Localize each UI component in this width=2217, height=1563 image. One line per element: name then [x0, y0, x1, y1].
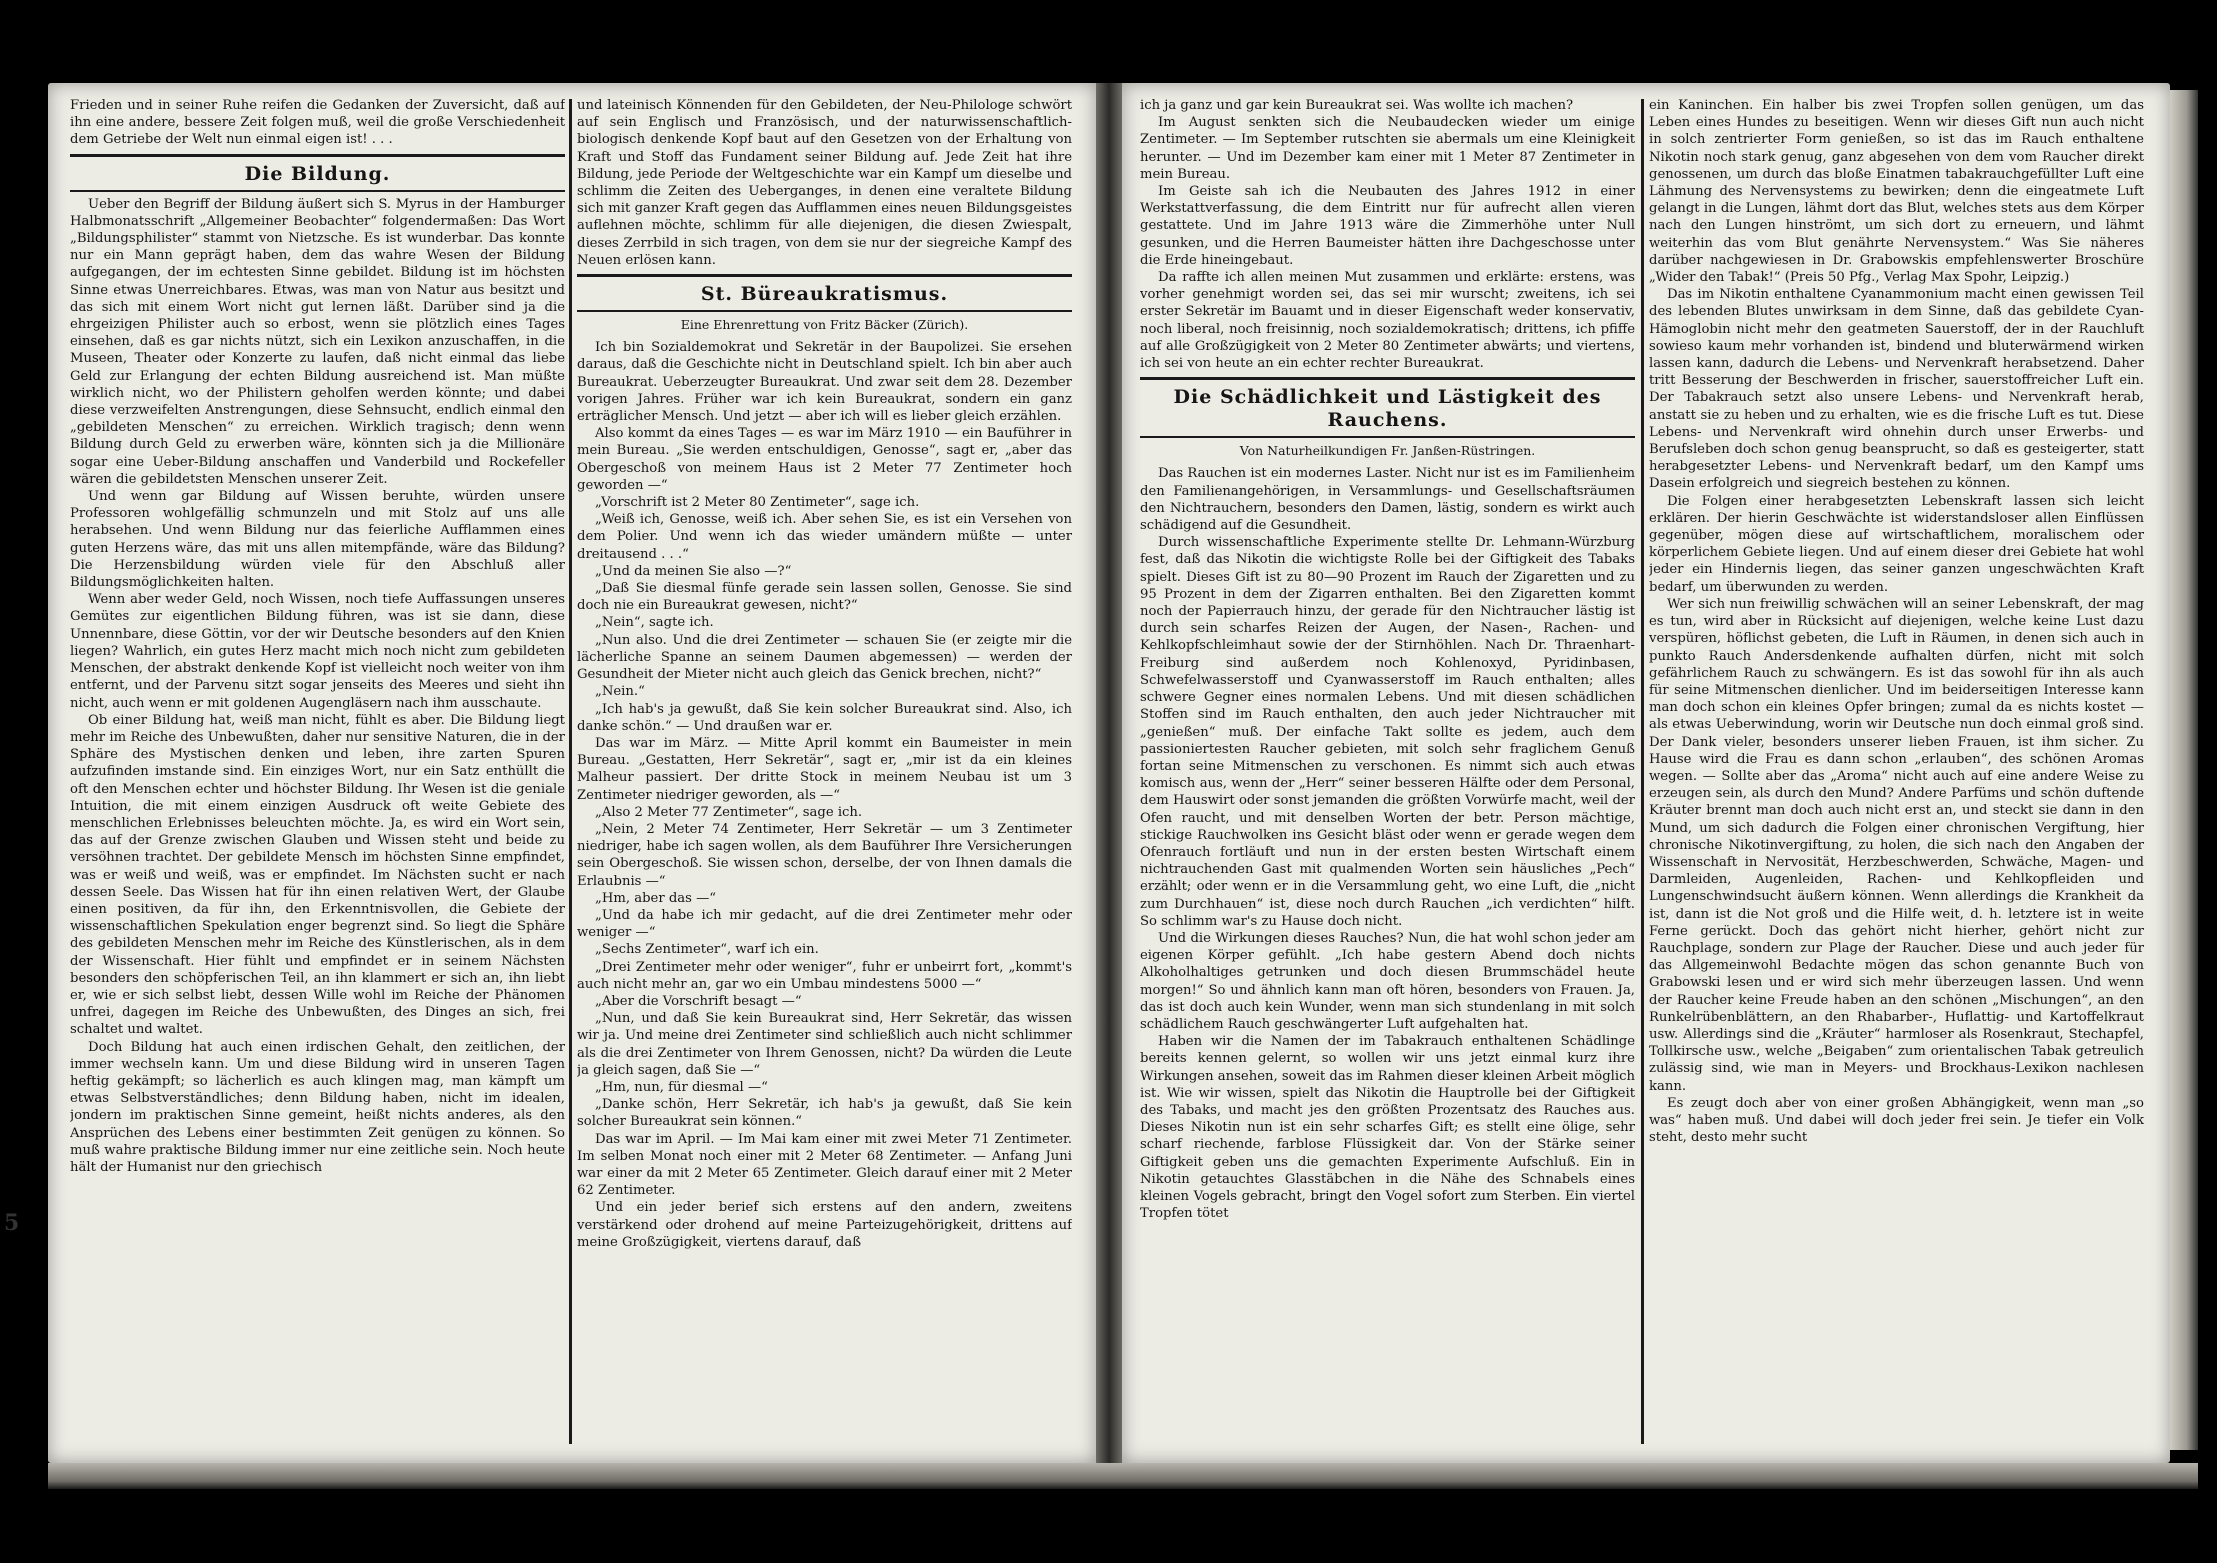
- divider: [70, 154, 565, 157]
- paragraph: Das war im April. — Im Mai kam einer mit zwei Meter 71 Zentimeter. Im selben Monat noch einer mit 2 Meter 68 Zentimeter. — Anfang Juni war einer da mit 2 Meter 65 Zentimeter. Gleich darauf einer mit 2 Meter 62 Zentimeter.: [577, 1131, 1072, 1199]
- divider: [1140, 377, 1635, 380]
- article-byline: Eine Ehrenrettung von Fritz Bäcker (Zürich).: [680, 317, 969, 333]
- paragraph: „Nein, 2 Meter 74 Zentimeter, Herr Sekretär — um 3 Zentimeter niedriger, habe ich sagen wollen, als dem Bauführer Ihre Versicherungen sein Obergeschoß. Sie wissen schon, derselbe, der von Ihnen damals die Erlaubnis —“: [577, 821, 1072, 889]
- paragraph: „Nun, und daß Sie kein Bureaukrat sind, Herr Sekretär, das wissen wir ja. Und meine drei Zentimeter sind schließlich auch nicht schlimmer als die drei Zentimeter von Ihrem Genossen, nicht? Da würden die Leute ja gleich sagen, daß Sie —“: [577, 1011, 1072, 1078]
- paragraph: „Drei Zentimeter mehr oder weniger“, fuhr er unbeirrt fort, „kommt's auch nicht mehr an, gar wo ein Umbau mindestens 5000 —“: [577, 959, 1072, 992]
- paragraph: Durch wissenschaftliche Experimente stellte Dr. Lehmann-Würzburg fest, daß das Nikotin die wichtigste Rolle bei der Giftigkeit des Tabaks spielt. Dieses Gift ist zu 80—90 Prozent im Rauch der Zigaretten und zu 95 Prozent in dem der Zigarren enthalten. Bei den Zigaretten kommt noch der Papierrauch hinzu, der gerade für den Nichtraucher lästig ist durch sein scharfes Reizen der Augen, der Nasen-, Rachen- und Kehlkopfschleimhaut sowie der der Stirnhöhlen. Nach Dr. Thraenhart-Freiburg sind außerdem noch Kohlenoxyd, Pyridinbasen, Schwefelwasserstoff und Cyanwasserstoff im Rauch enthalten; alles schwere Gegner eines normalen Lebens. Und mit diesen schädlichen Stoffen sind im Rauch enthalten, den auch jeder Nichtraucher mit „genießen“ muß. Der einfache Takt sollte es jedem, auch dem passioniertesten Raucher gebieten, mit solch sehr fraglichem Genuß fortan seine Mitmenschen zu verschonen. Es nimmt sich auch etwas komisch aus, wenn der „Herr“ seiner besseren Hälfte oder dem Personal, dem Hauswirt oder sonst jemanden die größten Vorwürfe macht, weil der Ofen raucht, und mit denselben Worten der betr. Person mächtige, stickige Rauchwolken ins Gesicht bläst oder wenn er gerade wegen dem Ofenrauch fortläuft und nun in der ersten besten Wirtschaft einem nichtrauchenden Gast mit qualmenden Worten sein häusliches „Pech“ erzählt; oder wenn er in die Versammlung geht, wo eine Luft, die „nicht zum Durchhauen“ ist, diese noch durch Rauchen „ich verdichten“ hilft. So schlimm war's zu Hause doch nicht.: [1140, 535, 1635, 929]
- page-edge: [2170, 90, 2198, 1450]
- left-page: [48, 83, 1096, 1463]
- margin-mark: 5: [4, 1210, 20, 1236]
- paragraph: Im August senkten sich die Neubaudecken wieder um einige Zentimeter. — Im September rutschten sie abermals um eine Kleinigkeit herunter. — Und im Dezember kam einer mit 1 Meter 87 Zentimeter in mein Bureau.: [1140, 115, 1635, 182]
- column1-intro: Frieden und in seiner Ruhe reifen die Gedanken der Zuversicht, daß auf ihn eine andere, bessere Zeit folgen muß, weil die große Verschiedenheit dem Getriebe der Welt nun einmal eigen ist! . . .: [70, 98, 565, 148]
- paragraph: Doch Bildung hat auch einen irdischen Gehalt, den zeitlichen, der immer wechseln kann. Um und diese Bildung wird in unseren Tagen heftig gekämpft; so lächerlich es auch klingen mag, man kämpft um etwas Selbstverständliches; denn Bildung haben, nicht im idealen, jondern im praktischen Sinne gemeint, heißt nichts anderes, als den Ansprüchen des Lebens einer bestimmten Zeit genügen zu können. So muß wahre praktische Bildung immer nur eine zeitliche sein. Noch heute hält der Humanist nur den griechisch: [70, 1039, 565, 1175]
- paragraph: Und wenn gar Bildung auf Wissen beruhte, würden unsere Professoren wohlgefällig schmunzeln und mit Stolz auf uns alle herabsehen. Und wenn Bildung nur das feierliche Aufflammen eines guten Herzens wäre, das mit uns allen mitempfände, wäre das Bildung? Die Herzensbildung würden viele für den Abschluß aller Bildungsmöglichkeiten halten.: [70, 489, 565, 591]
- right-page: [1122, 83, 2170, 1463]
- divider: [1140, 436, 1635, 438]
- paragraph: Und die Wirkungen dieses Rauches? Nun, die hat wohl schon jeder am eigenen Körper gefühlt. „Ich habe gestern Abend doch nichts Alkoholhaltiges getrunken und doch diesen Brummschädel heute morgen!“ So und ähnlich kann man oft hören, besonders von Frauen. Ja, das ist doch auch kein Wunder, wenn man sich stundenlang in mit solch schädlichem Rauch geschwängerter Luft aufgehalten hat.: [1140, 930, 1635, 1032]
- paragraph: „Nun also. Und die drei Zentimeter — schauen Sie (er zeigte mir die lächerliche Spanne an seinem Daumen abgemessen) — werden der Gesundheit der Mieter nicht auch gleich das Genick brechen, nicht?“: [577, 632, 1072, 683]
- paragraph: „Weiß ich, Genosse, weiß ich. Aber sehen Sie, es ist ein Versehen von dem Polier. Und wenn ich das wieder umändern müßte — unter dreitausend . . .“: [577, 512, 1072, 562]
- paragraph: Und ein jeder berief sich erstens auf den andern, zweitens verstärkend oder drohend auf meine Parteizugehörigkeit, drittens auf meine Großzügigkeit, viertens darauf, daß: [577, 1200, 1072, 1250]
- article-heading-rauchen: Die Schädlichkeit und Lästigkeit des Rauchens.: [1173, 386, 1602, 432]
- paragraph: Das war im März. — Mitte April kommt ein Baumeister in mein Bureau. „Gestatten, Herr Sekretär“, sagt er, „mir ist da ein kleines Malheur passiert. Der dritte Stock in meinem Neubau ist um 3 Zentimeter niedriger geworden, als —“: [577, 735, 1072, 803]
- column-4: [1649, 97, 2144, 1447]
- paragraph: Wer sich nun freiwillig schwächen will an seiner Lebenskraft, der mag es tun, wird aber in Rücksicht auf diejenigen, welche keine Lust dazu verspüren, höflichst gebeten, die Luft in Räumen, in denen sich auch in punkto Rauch Andersdenkende aufhalten dürfen, nicht mit solch gefährlichem Rauch zu schwängern. Es ist das sowohl für ihn als auch für seine Mitmenschen dienlicher. Und im beiderseitigen Interesse kann man doch schon ein kleines Opfer bringen; zumal da es nichts kostet — als etwas Ueberwindung, worin wir Deutsche nun doch einmal groß sind. Der Dank vieler, besonders unserer lieben Frauen, ist ihm sicher. Zu Hause wird die Frau es dann schon „erlauben“, des schönen Aromas wegen. — Sollte aber das „Aroma“ nicht auch auf eine andere Weise zu erzeugen sein, als durch den Mund? Andere Parfüms und schön duftende Kräuter brennt man doch auch nicht erst an, und steckt sie dann in den Mund, um sich dadurch die Folgen einer chronischen Vergiftung, hier chronische Nikotinvergiftung, zu holen, die sich nach den Angaben der Wissenschaft in Nervosität, Herzbeschwerden, Schwäche, Magen- und Darmleiden, Augenleiden, Rachen- und Kehlkopfleiden und Lungenschwindsucht äußern können. Wenn allerdings die Krankheit da ist, dann ist die Not groß und die Hilfe weit, d. h. letztere ist in weite Ferne gerückt. Doch das gehört nicht hierher, gehört nicht zur Rauchplage, sondern zur Plage der Raucher. Diese und auch jeder für das Allgemeinwohl Bedachte mögen das schon genannte Buch von Grabowski lesen und er wird sich mehr überzeugen lassen. Und wenn der Raucher keine Freude haben an den schönen „Mischungen“, an den Runkelrübenblättern, an den Rhabarber-, Huflattig- und Kartoffelkraut usw. Allerdings sind die „Kräuter“ harmloser als Rosenkraut, Stechapfel, Tollkirsche usw., welche „Beigaben“ zum orientalischen Tabak getreulich zulässig sind, wie man in Meyers- und Brockhaus-Lexikon nachlesen kann.: [1649, 596, 2144, 1094]
- paragraph: „Nein“, sagte ich.: [595, 615, 714, 631]
- paragraph: Das im Nikotin enthaltene Cyanammonium macht einen gewissen Teil des lebenden Blutes unwirksam in dem Sinne, daß das gebildete Cyan-Hämoglobin nicht mehr den geatmeten Sauerstoff, der in der Rauchluft sowieso kaum mehr vorhanden ist, bindend und bluterwärmend wirken lassen kann, dadurch die Lebens- und Nervenkraft herabsetzend. Daher tritt Besserung der Beschwerden in frischer, sauerstoffreicher Luft ein. Der Tabakrauch setzt also unsere Lebens- und Nervenkraft herab, anstatt sie zu heben und zu erhalten, wie es die frische Luft es tut. Diese Lebens- und Nervenkraft wird ohnehin durch unser Erwerbs- und Berufsleben doch schon genug beansprucht, so daß es gesteigerter, statt herabgesetzter Lebens- und Nervenkraft bedarf, um den Kampf ums Dasein erfolgreich und siegreich bestehen zu können.: [1649, 287, 2144, 492]
- paragraph: Die Folgen einer herabgesetzten Lebenskraft lassen sich leicht erklären. Der hierin Geschwächte ist widerstandsloser allen Einflüssen gegenüber, mögen diese auf wirtschaftlichem, moralischem oder körperlichem Gebiete liegen. Und auf einem dieser drei Gebiete hat wohl jeder ein Hindernis liegen, das seiner ganzen ungeschwächten Kraft bedarf, um überwunden zu werden.: [1649, 493, 2144, 595]
- paragraph: Da raffte ich allen meinen Mut zusammen und erklärte: erstens, was vorher genehmigt worden sei, das sei mir wurscht; zweitens, ich sei erster Sekretär im Bauamt und in dieser Eigenschaft weder konservativ, noch liberal, noch freisinnig, noch sozialdemokratisch; drittens, ich pfiffe auf alle Großzügigkeit von 2 Meter 80 Zentimeter abwärts; und viertens, ich sei von heute an ein echter rechter Bureaukrat.: [1140, 270, 1635, 372]
- paragraph: Das Rauchen ist ein modernes Laster. Nicht nur ist es im Familienheim den Familienangehörigen, in Versammlungs- und Gesellschaftsräumen den Nichtrauchern, besonders den Damen, lästig, sondern es wirkt auch schädigend auf die Gesundheit.: [1140, 466, 1635, 534]
- paragraph: Im Geiste sah ich die Neubauten des Jahres 1912 in einer Werkstattverfassung, die dem Eintritt nur für aufrecht allen vieren gestattete. Und im Jahre 1913 wäre die Zimmerhöhe unter Null gesunken, und die Herren Baumeister hätten ihre Dachgeschosse unter die Erde hineingebaut.: [1140, 184, 1635, 268]
- paragraph: „Daß Sie diesmal fünfe gerade sein lassen sollen, Genosse. Sie sind doch nie ein Bureaukrat gewesen, nicht?“: [577, 581, 1072, 614]
- article-byline: Von Naturheilkundigen Fr. Janßen-Rüstringen.: [1239, 443, 1536, 459]
- column-3: [1140, 97, 1635, 1447]
- paragraph: „Danke schön, Herr Sekretär, ich hab's ja gewußt, daß Sie kein solcher Bureaukrat sein können.“: [577, 1097, 1072, 1130]
- paragraph: Wenn aber weder Geld, noch Wissen, noch tiefe Auffassungen unseres Gemütes zur eigentlichen Bildung führen, was ist sie dann, diese Unnennbare, diese Göttin, vor der wir Deutsche besonders auf den Knien liegen? Wahrlich, ein gutes Herz macht mich noch nicht zum gebildeten Menschen, der abstrakt denkende Kopf ist vielleicht noch weiter von ihm entfernt, und der Parvenu sitzt sogar jenseits des Meeres und sieht ihn nicht, auch wenn er mit goldenen Augengläsern nach ihm ausschaute.: [70, 592, 565, 711]
- paragraph: „Und da meinen Sie also —?“: [595, 563, 792, 579]
- column-rule: [569, 99, 572, 1444]
- paragraph: „Nein.“: [595, 684, 645, 700]
- paragraph: Ueber den Begriff der Bildung äußert sich S. Myrus in der Hamburger Halbmonatsschrift „Allgemeiner Beobachter“ folgendermaßen: Das Wort „Bildungsphilister“ stammt von Nietzsche. Es ist wunderbar. Das konnte nur ein Mann geprägt haben, dem das wahre Wesen der Bildung aufgegangen, der im echtesten Sinne gebildet. Bildung ist im höchsten Sinne etwas Unerreichbares. Etwas, was man von Natur aus besitzt und das sich mit einem Wort nicht gut lernen läßt. Darüber sind ja die ehrgeizigen Philister auch so erbost, wenn sie plötzlich eines Tages einsehen, daß es gar nichts nützt, sich ein Lexikon anzuschaffen, in die Museen, Theater oder Konzerte zu laufen, daß nicht einmal das liebe Geld zur Erlangung der echten Bildung ausreichend ist. Man müßte wirklich nicht, wo der Philistern geholfen werden könnte; und dabei diese verzweifelten Anstrengungen, diese Sehnsucht, endlich einmal den „gebildeten Menschen“ zu erreichen. Wirklich tragisch; denn wenn Bildung durch Geld zu erwerben wäre, könnten sich ja die Millionäre sogar eine Ueber-Bildung anschaffen und Vanderbild und Rockefeller wären die gebildetsten Menschen unserer Zeit.: [70, 196, 565, 487]
- divider: [577, 310, 1072, 312]
- paragraph: Es zeugt doch aber von einer großen Abhängigkeit, wenn man „so was“ haben muß. Und dabei will doch jeder frei sein. Je tiefer ein Volk steht, desto mehr sucht: [1649, 1095, 2144, 1146]
- paragraph: Ich bin Sozialdemokrat und Sekretär in der Baupolizei. Sie ersehen daraus, daß die Geschichte nicht in Deutschland spielt. Ich bin aber auch Bureaukrat. Ueberzeugter Bureaukrat. Und zwar seit dem 28. Dezember vorigen Jahres. Früher war ich kein Bureaukrat, sondern ein ganz erträglicher Mensch. Und jetzt — aber ich will es lieber gleich erzählen.: [577, 340, 1072, 425]
- divider: [577, 274, 1072, 277]
- divider: [70, 190, 565, 192]
- column-1: [70, 97, 565, 1447]
- column-rule: [1641, 99, 1644, 1444]
- book-gutter: [1096, 83, 1122, 1463]
- paragraph: „Sechs Zentimeter“, warf ich ein.: [595, 942, 819, 958]
- column3-intro: ich ja ganz und gar kein Bureaukrat sei. Was wollte ich machen?: [1140, 98, 1574, 113]
- paragraph: ein Kaninchen. Ein halber bis zwei Tropfen sollen genügen, um das Leben eines Hundes zu beseitigen. Wenn wir dieses Gift nun auch nicht in solch zentrierter Form genießen, so ist das im Rauch enthaltene Nikotin noch stark genug, ganz abgesehen von dem vom Raucher direkt genossenen, um durch das bloße Einatmen tabakrauchgefüllter Luft eine Lähmung des Nervensystems zu bewirken; denn die eingeatmete Luft gelangt in die Lungen, lähmt dort das Blut, welches stets aus dem Körper nach den Lungen hinströmt, um sich dort zu erneuern, und lähmt weiterhin das vom Blut genährte Nervensystem.“ Was Sie näheres darüber nachgewiesen in Dr. Grabowskis empfehlenswerter Broschüre „Wider den Tabak!“ (Preis 50 Pfg., Verlag Max Spohr, Leipzig.): [1649, 98, 2144, 286]
- paragraph: Also kommt da eines Tages — es war im März 1910 — ein Bauführer in mein Bureau. „Sie werden entschuldigen, Genosse“, sagt er, „aber das Obergeschoß von meinem Haus ist 2 Meter 77 Zentimeter hoch geworden —“: [577, 426, 1072, 493]
- paragraph: „Hm, aber das —“: [595, 890, 717, 906]
- paragraph: „Hm, nun, für diesmal —“: [595, 1079, 768, 1095]
- paragraph: Haben wir die Namen der im Tabakrauch enthaltenen Schädlinge bereits kennen gelernt, so wollen wir uns jetzt einmal kurz ihre Wirkungen ansehen, soweit das im Rahmen dieser kleinen Arbeit möglich ist. Wie wir wissen, spielt das Nikotin die Hauptrolle bei der Giftigkeit des Tabaks, und macht jes den größten Prozentsatz des Rauches aus. Dieses Nikotin nun ist ein sehr scharfes Gift; es stellt eine ölige, sehr scharf riechende, farblose Flüssigkeit dar. Von der Stärke seiner Giftigkeit geben uns die gemachten Experimente Aufschluß. Ein in Nikotin getauchtes Glasstäbchen in die Nähe des Schnabels eines kleinen Vogels gebracht, bringt den Vogel sofort zum Sterben. Ein viertel Tropfen tötet: [1140, 1034, 1635, 1222]
- article-heading-bildung: Die Bildung.: [244, 162, 391, 185]
- paragraph: „Aber die Vorschrift besagt —“: [595, 993, 802, 1009]
- column-2: [577, 97, 1072, 1447]
- article-heading-bureaukratismus: St. Büreaukratismus.: [700, 283, 949, 306]
- paragraph: Ob einer Bildung hat, weiß man nicht, fühlt es aber. Die Bildung liegt mehr im Reiche des Unbewußten, daher nur sensitive Naturen, die in der Sphäre des Mystischen denken und leben, ihre zarten Spuren aufzufinden imstande sind. Ein einziges Wort, nur ein Satz enthüllt die oft den Menschen echter und höchster Bildung. Ihr Wesen ist die geniale Intuition, die mit einem einzigen Ausdruck oft weite Gebiete des menschlichen Erlebnisses beleuchten möchte. Ja, es wird ein Wort sein, das auf der Grenze zwischen Glauben und Wissen steht und beide zu versöhnen trachtet. Der gebildete Mensch im höchsten Sinne empfindet, was er weiß und weiß, was er empfindet. Im Nächsten sucht er nach dessen Seele. Das Wissen hat für ihn einen relativen Wert, der Glaube einen positiven, da für ihn, den Erkenntnisvollen, die Gebiete der wissenschaftlichen Spekulation enger begrenzt sind. So liegt die Sphäre des gebildeten Menschen mehr im Reiche des Künstlerischen, als in dem der Wissenschaft. Hier fühlt und empfindet er in seinem Nächsten besonders den schöpferischen Teil, an ihn klammert er sich an, ihn liebt er, wie er sich selbst liebt, dessen Wille wohl im Reiche der Phänomen unfrei, dagegen im Reiche des Unbewußten, des Dinges an sich, frei schaltet und waltet.: [70, 712, 565, 1038]
- column2-intro: und lateinisch Könnenden für den Gebildeten, der Neu-Philologe schwört auf sein Englisch und Französisch, und der naturwissenschaftlich-biologisch denkende Kopf baut auf den Gesetzen von der Erhaltung von Kraft und Stoff das Fundament seiner Bildung auf. Jede Zeit hat ihre Bildung, jede Periode der Weltgeschichte war ein Kampf um dieselbe und schlimm die Zeiten des Ueberganges, in denen eine veraltete Bildung sich mit ganzer Kraft gegen das Aufflammen eines neuen Bildungsgeistes auflehnen möchte, schlimm für alle diejenigen, die diesen Zwiespalt, dieses Zerrbild in sich tragen, von dem sie nur der siegreiche Kampf des Neuen erlösen kann.: [577, 98, 1072, 268]
- paragraph: „Und da habe ich mir gedacht, auf die drei Zentimeter mehr oder weniger —“: [577, 907, 1072, 941]
- paragraph: „Vorschrift ist 2 Meter 80 Zentimeter“, sage ich.: [595, 495, 920, 511]
- paragraph: „Also 2 Meter 77 Zentimeter“, sage ich.: [595, 804, 863, 820]
- paragraph: „Ich hab's ja gewußt, daß Sie kein solcher Bureaukrat sind. Also, ich danke schön.“ — Und draußen war er.: [577, 701, 1072, 734]
- page-edge-bottom: [48, 1463, 2198, 1489]
